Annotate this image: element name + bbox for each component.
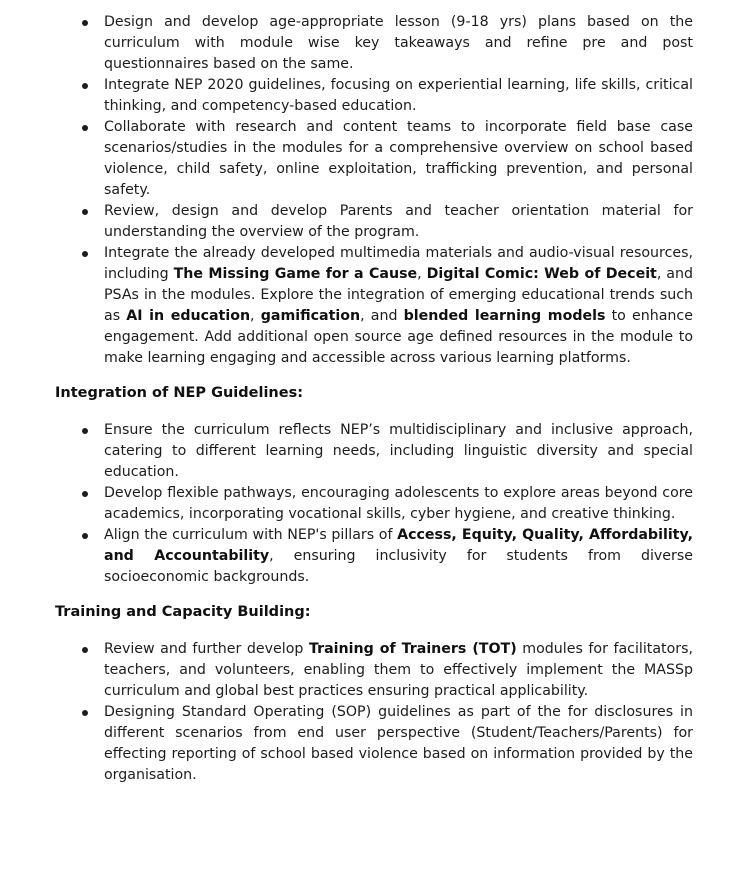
list-item — [104, 12, 693, 75]
text-segment: , and — [360, 308, 404, 324]
text-segment: Ensure the curriculum reflects NEP’s multidisciplinary and inclusive approach, catering to different learning needs, including linguistic diversity and special education. — [104, 422, 693, 480]
nep-guidelines-heading: Integration of NEP Guidelines: — [55, 385, 304, 401]
text-segment: modules for facilitators, teachers, and volunteers, enabling them to effectively implement the MASSp curriculum and global best practices ensuring practical applicability. — [104, 641, 694, 699]
text-segment: Collaborate with research and content teams to incorporate field base case scenarios/studies in the modules for a comprehensive overview on school based violence, child safety, online exploitation, trafficking prevention, and personal safety. — [104, 119, 693, 198]
bold-text: Training of Trainers (TOT) — [308, 641, 517, 657]
text-segment: , — [250, 308, 261, 324]
text-segment: Designing Standard Operating (SOP) guidelines as part of the for disclosures in different scenarios from end user perspective (Student/Teachers/Parents) for effecting reporting of school based violence based on information provided by the organisation. — [104, 704, 693, 783]
bold-text: The Missing Game for a Cause — [173, 266, 418, 282]
text-segment: Integrate NEP 2020 guidelines, focusing on experiential learning, life skills, critical thinking, and competency-based education. — [104, 77, 693, 114]
training-capacity-heading: Training and Capacity Building: — [55, 604, 311, 620]
bullet-icon — [82, 251, 88, 257]
bullet-icon — [82, 491, 88, 497]
bold-text: AI in education — [126, 308, 251, 324]
list-item — [104, 201, 693, 243]
list-item — [104, 702, 693, 786]
bullet-icon — [82, 209, 88, 215]
text-segment: , ensuring inclusivity for students from diverse socioeconomic backgrounds. — [104, 548, 693, 585]
bullet-icon — [82, 20, 88, 26]
bullet-icon — [82, 533, 88, 539]
section-1-bullet-list — [0, 12, 748, 369]
list-item — [104, 75, 693, 117]
text-segment: Design and develop age-appropriate lesson (9-18 yrs) plans based on the curriculum with module wise key takeaways and refine pre and post questionnaires based on the same. — [104, 14, 693, 72]
section-2-bullet-list — [0, 420, 748, 588]
bullet-icon — [82, 710, 88, 716]
text-segment: Review, design and develop Parents and teacher orientation material for understanding the overview of the program. — [104, 203, 693, 240]
bullet-icon — [82, 125, 88, 131]
bold-text: gamification — [260, 308, 361, 324]
text-segment: Develop flexible pathways, encouraging adolescents to explore areas beyond core academics, incorporating vocational skills, cyber hygiene, and creative thinking. — [104, 485, 693, 522]
bold-text: Access, Equity, Quality, Affordability, and Accountability — [104, 527, 693, 564]
bold-text: Digital Comic: Web of Deceit — [426, 266, 657, 282]
text-segment: Review and further develop — [104, 641, 309, 657]
document-page — [0, 12, 748, 786]
section-3-bullet-list — [0, 639, 748, 786]
bullet-icon — [82, 83, 88, 89]
text-segment: , and PSAs in the modules. Explore the integration of emerging educational trends such as — [104, 266, 693, 324]
list-item — [104, 483, 693, 525]
bold-text: blended learning models — [403, 308, 606, 324]
list-item — [104, 243, 693, 369]
text-segment: to enhance engagement. Add additional open source age defined resources in the module to make learning engaging and accessible across various learning platforms. — [104, 308, 693, 366]
text-segment: Align the curriculum with NEP's pillars of — [104, 527, 398, 543]
list-item — [104, 420, 693, 483]
bullet-icon — [82, 428, 88, 434]
list-item — [104, 639, 693, 702]
text-segment: Integrate the already developed multimedia materials and audio-visual resources, including — [104, 245, 693, 282]
list-item — [104, 525, 693, 588]
text-segment: , — [417, 266, 427, 282]
bullet-icon — [82, 647, 88, 653]
list-item — [104, 117, 693, 201]
